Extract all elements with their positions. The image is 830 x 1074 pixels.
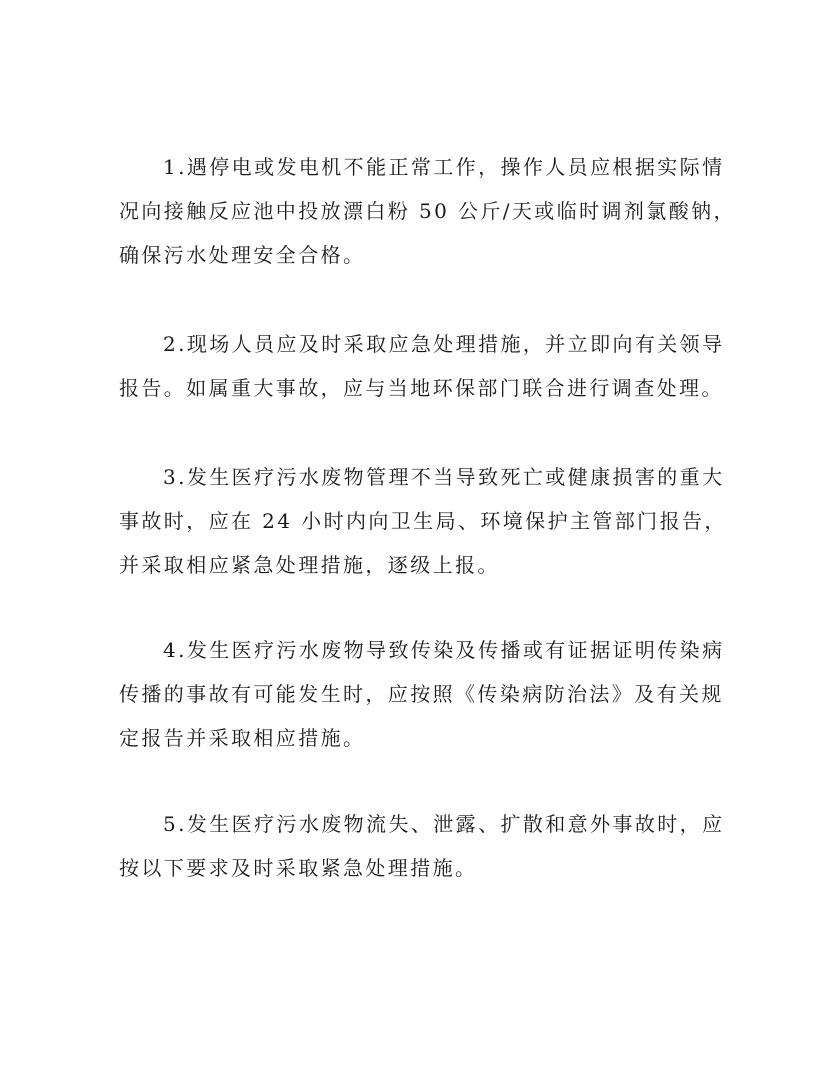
paragraph-1	[119, 145, 736, 277]
paragraph-line: 5.发生医疗污水废物流失、泄露、扩散和意外事故时，应	[163, 812, 725, 836]
paragraph-line: 按以下要求及时采取紧急处理措施。	[119, 856, 478, 880]
paragraph-line: 报告。如属重大事故，应与当地环保部门联合进行调查处理。	[119, 376, 724, 400]
paragraph-line: 定报告并采取相应措施。	[119, 726, 366, 750]
paragraph-line: 并采取相应紧急处理措施，逐级上报。	[119, 553, 500, 577]
paragraph-3	[119, 455, 727, 587]
paragraph-line: 3.发生医疗污水废物管理不当导致死亡或健康损害的重大	[163, 465, 725, 489]
paragraph-4	[119, 628, 725, 760]
paragraph-line: 2.现场人员应及时采取应急处理措施，并立即向有关领导	[163, 332, 725, 356]
paragraph-line: 确保污水处理安全合格。	[119, 243, 366, 267]
paragraph-line: 4.发生医疗污水废物导致传染及传播或有证据证明传染病	[163, 638, 725, 662]
paragraph-line: 传播的事故有可能发生时，应按照《传染病防治法》及有关规	[119, 682, 724, 706]
paragraph-line: 1.遇停电或发电机不能正常工作，操作人员应根据实际情	[163, 155, 725, 179]
paragraph-5	[119, 802, 725, 890]
paragraph-2	[119, 322, 725, 410]
paragraph-line: 况向接触反应池中投放漂白粉 50 公斤/天或临时调剂氯酸钠，	[119, 199, 736, 223]
paragraph-line: 事故时，应在 24 小时内向卫生局、环境保护主管部门报告，	[119, 509, 727, 533]
